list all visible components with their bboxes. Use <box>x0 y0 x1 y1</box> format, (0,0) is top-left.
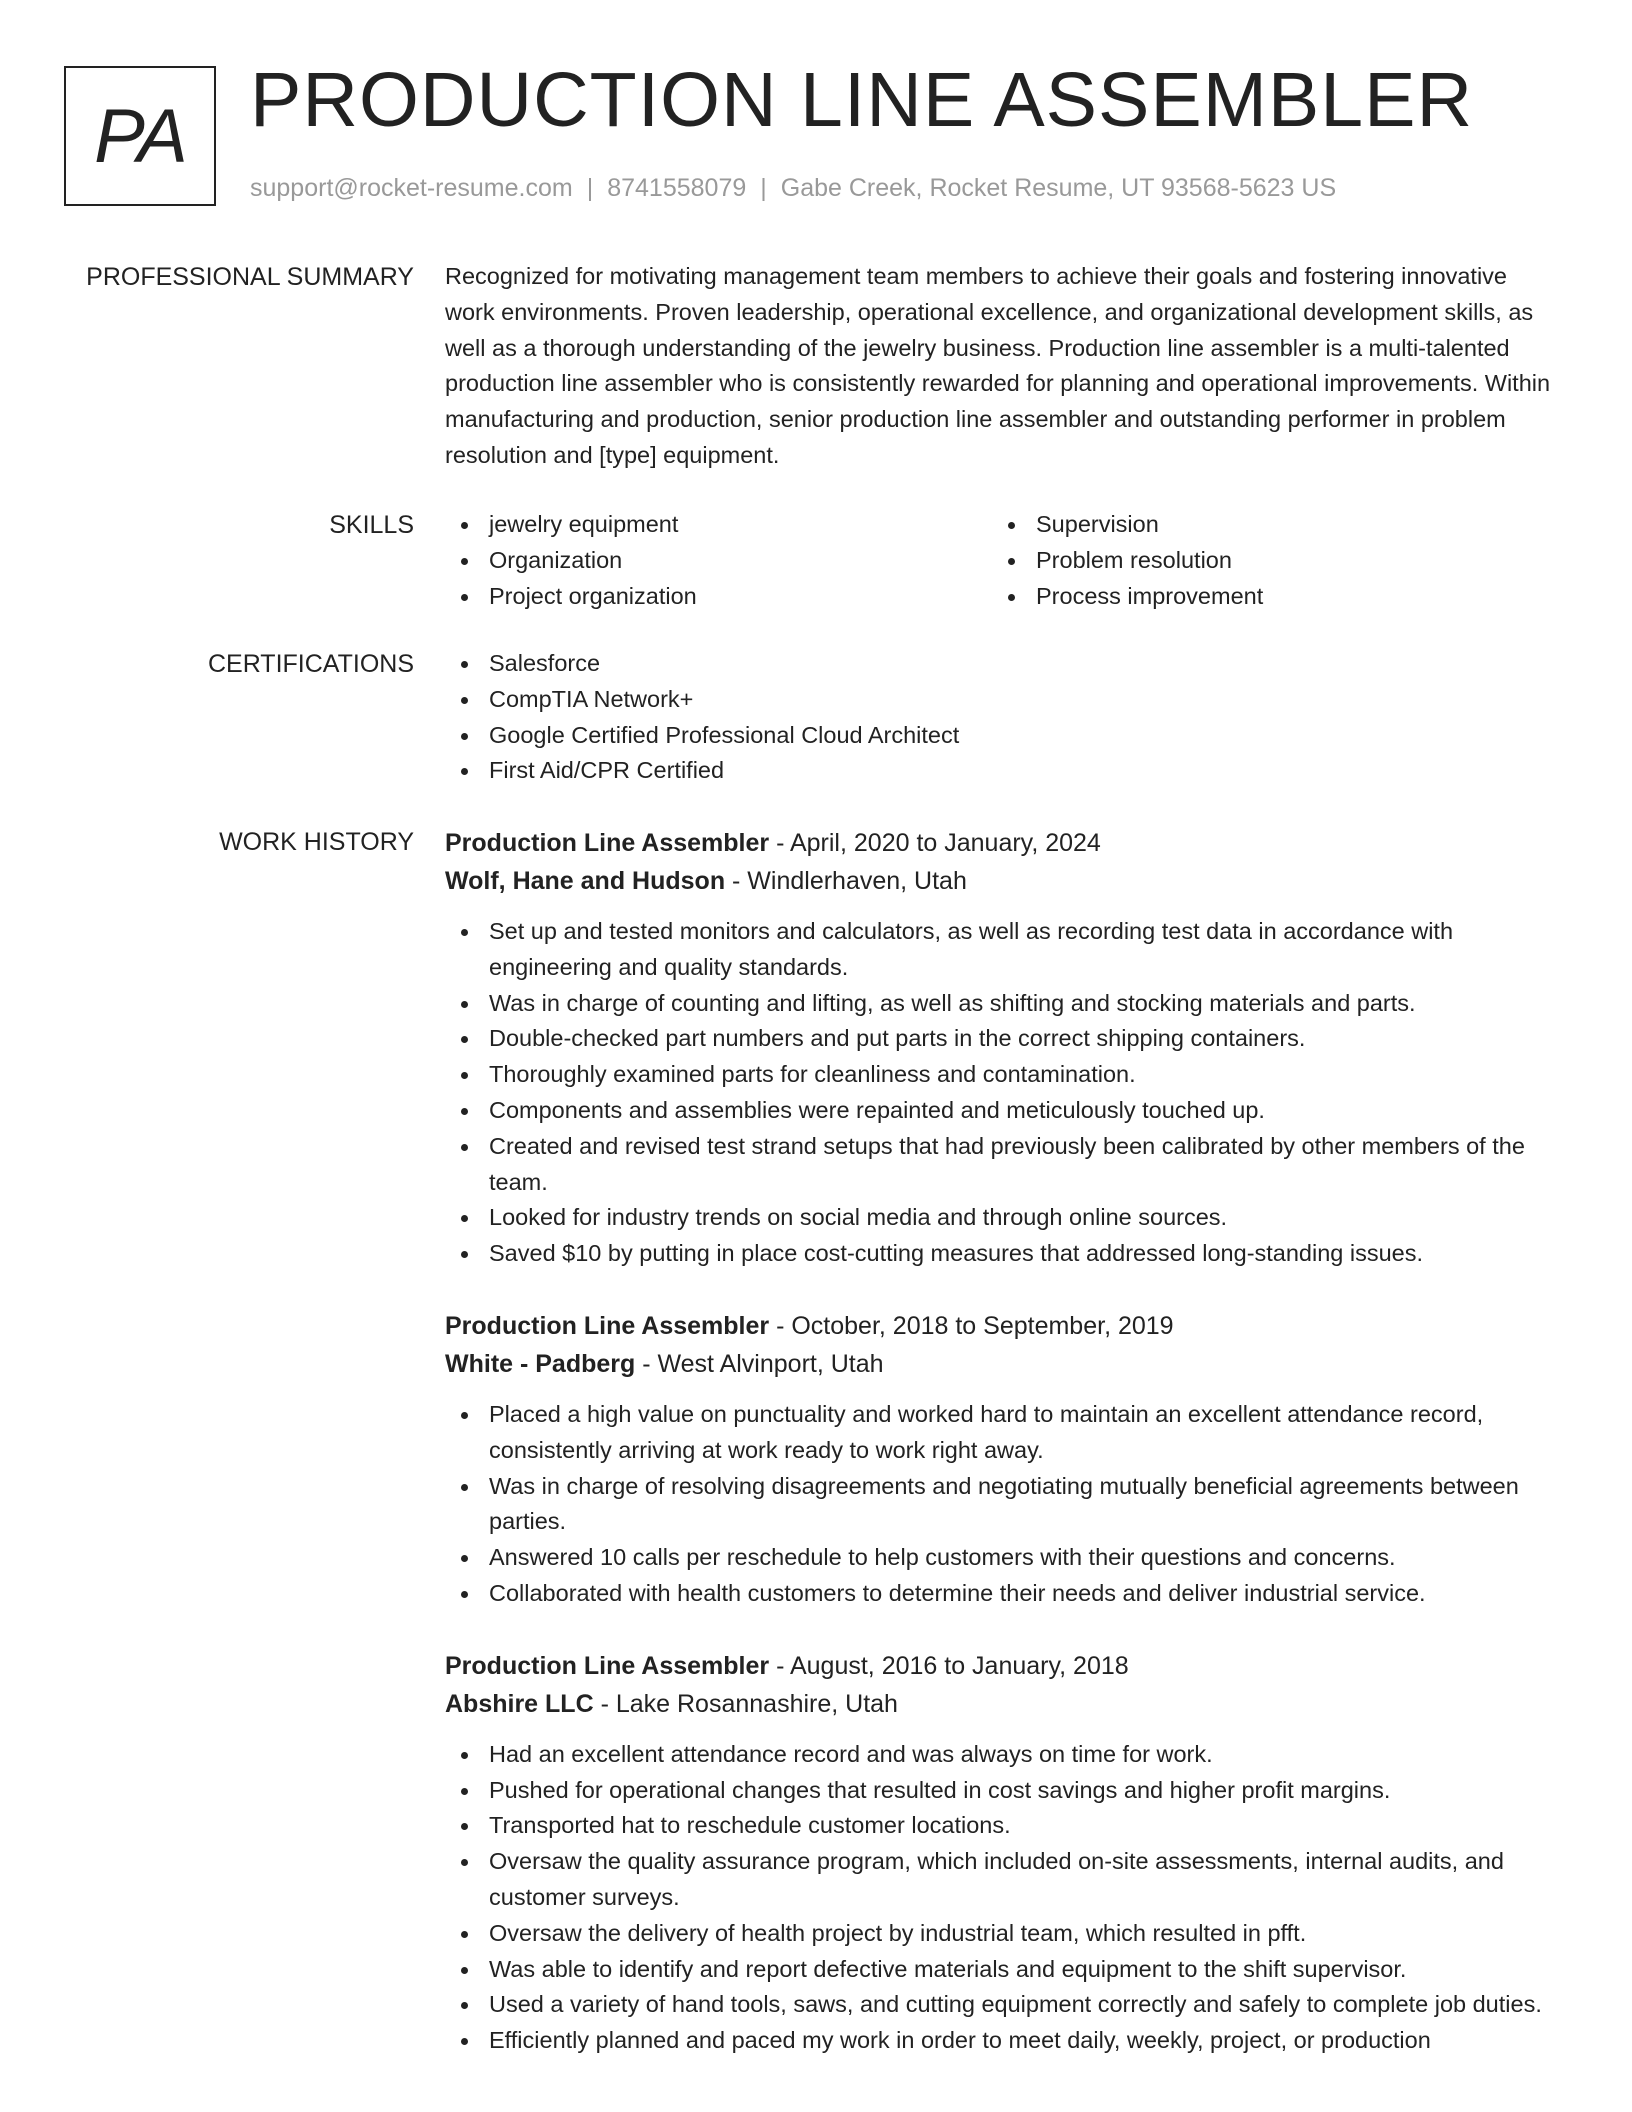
contact-line <box>250 174 1336 203</box>
contact-separator: | <box>760 174 767 202</box>
skills-column-1 <box>445 507 992 614</box>
job-location: - West Alvinport, Utah <box>635 1349 884 1378</box>
job-duty: Had an excellent attendance record and was always on time for work. <box>445 1737 1560 1773</box>
certification-item: Salesforce <box>445 646 1560 682</box>
skill-item: Project organization <box>445 579 992 615</box>
job-dates: - August, 2016 to January, 2018 <box>769 1651 1129 1680</box>
skill-item: Problem resolution <box>992 543 1552 579</box>
job-entry <box>445 1307 1560 1612</box>
skill-item: Organization <box>445 543 992 579</box>
job-duty: Placed a high value on punctuality and worked hard to maintain an excellent attendance record, consistently arriving at work ready to work right away. <box>445 1397 1560 1469</box>
job-company-line <box>445 1685 1560 1723</box>
skill-item: Supervision <box>992 507 1552 543</box>
job-duty: Collaborated with health customers to determine their needs and deliver industrial service. <box>445 1576 1560 1612</box>
job-title-line <box>445 1307 1560 1345</box>
job-duty: Was in charge of counting and lifting, as well as shifting and stocking materials and parts. <box>445 986 1560 1022</box>
job-duty: Used a variety of hand tools, saws, and cutting equipment correctly and safely to complete job duties. <box>445 1987 1560 2023</box>
job-duty: Saved $10 by putting in place cost-cutting measures that addressed long-standing issues. <box>445 1236 1560 1272</box>
certifications-label: CERTIFICATIONS <box>207 650 414 678</box>
job-duties-list <box>445 1397 1560 1612</box>
job-company: Wolf, Hane and Hudson <box>445 867 726 895</box>
certifications-list <box>445 646 1560 789</box>
contact-address: Gabe Creek, Rocket Resume, UT 93568-5623 US <box>780 174 1337 202</box>
job-duty: Set up and tested monitors and calculators, as well as recording test data in accordance with engineering and quality standards. <box>445 914 1560 986</box>
job-duty: Oversaw the quality assurance program, which included on-site assessments, internal audits, and customer surveys. <box>445 1844 1560 1916</box>
summary-label: PROFESSIONAL SUMMARY <box>86 263 414 291</box>
job-dates: - October, 2018 to September, 2019 <box>769 1311 1174 1340</box>
job-duty: Was able to identify and report defective materials and equipment to the shift supervisor. <box>445 1952 1560 1988</box>
job-duty: Transported hat to reschedule customer locations. <box>445 1808 1560 1844</box>
job-duty: Was in charge of resolving disagreements and negotiating mutually beneficial agreements between parties. <box>445 1469 1560 1541</box>
summary-text: Recognized for motivating management team members to achieve their goals and fostering innovative work environments. Proven leadership, operational excellence, and organizational development skills, as well as a thorough understanding of the jewelry business. Production line assembler is a multi-talented production line assembler who is consistently rewarded for planning and operational improvements. Within manufacturing and production, senior production line assembler and outstanding performer in problem resolution and [type] equipment. <box>445 263 1551 468</box>
job-duties-list <box>445 914 1560 1272</box>
skills-label: SKILLS <box>329 511 414 539</box>
certification-item: Google Certified Professional Cloud Architect <box>445 718 1560 754</box>
job-title: Production Line Assembler <box>445 829 770 857</box>
job-title-line <box>445 824 1560 862</box>
job-company-line <box>445 862 1560 900</box>
contact-separator: | <box>586 174 594 202</box>
skill-item: Process improvement <box>992 579 1552 615</box>
job-duty: Double-checked part numbers and put parts in the correct shipping containers. <box>445 1021 1560 1057</box>
job-duty: Oversaw the delivery of health project by industrial team, which resulted in pfft. <box>445 1916 1560 1952</box>
job-duties-list <box>445 1737 1560 2059</box>
work-history-label: WORK HISTORY <box>219 828 414 856</box>
certification-item: First Aid/CPR Certified <box>445 753 1560 789</box>
job-dates: - April, 2020 to January, 2024 <box>769 829 1101 857</box>
job-duty: Pushed for operational changes that resulted in cost savings and higher profit margins. <box>445 1773 1560 1809</box>
job-duty: Thoroughly examined parts for cleanliness and contamination. <box>445 1057 1560 1093</box>
job-title-line <box>445 1647 1560 1685</box>
job-duty: Efficiently planned and paced my work in order to meet daily, weekly, project, or production <box>445 2023 1560 2059</box>
skills-column-2 <box>992 507 1552 614</box>
resume-name: PRODUCTION LINE ASSEMBLER <box>250 57 1474 143</box>
job-location: - Windlerhaven, Utah <box>725 867 967 895</box>
job-title: Production Line Assembler <box>445 1311 770 1340</box>
job-company-line <box>445 1345 1560 1383</box>
job-duty: Created and revised test strand setups that had previously been calibrated by other members of the team. <box>445 1129 1560 1201</box>
contact-phone[interactable]: 8741558079 <box>607 174 747 202</box>
monogram-box <box>64 66 216 206</box>
job-title: Production Line Assembler <box>445 1651 770 1680</box>
skill-item: jewelry equipment <box>445 507 992 543</box>
job-location: - Lake Rosannashire, Utah <box>593 1689 898 1718</box>
job-duty: Answered 10 calls per reschedule to help customers with their questions and concerns. <box>445 1540 1560 1576</box>
job-company: White - Padberg <box>445 1349 636 1378</box>
certification-item: CompTIA Network+ <box>445 682 1560 718</box>
job-entry <box>445 824 1560 1272</box>
job-duty: Components and assemblies were repainted and meticulously touched up. <box>445 1093 1560 1129</box>
job-duty: Looked for industry trends on social media and through online sources. <box>445 1200 1560 1236</box>
monogram-initials: PA <box>94 93 186 179</box>
job-company: Abshire LLC <box>445 1689 594 1718</box>
contact-email[interactable]: support@rocket-resume.com <box>250 174 573 202</box>
job-entry <box>445 1647 1560 2059</box>
